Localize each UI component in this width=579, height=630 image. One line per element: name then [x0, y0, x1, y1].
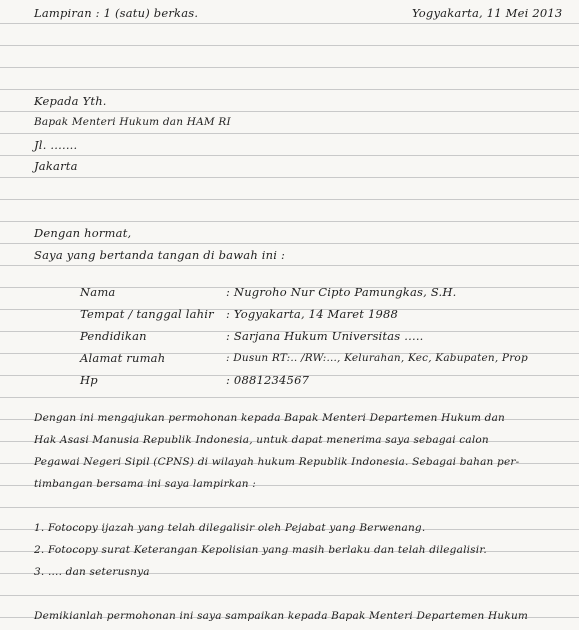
identity-value-birth: : Yogyakarta, 14 Maret 1988 [226, 307, 399, 321]
addressee-to: Kepada Yth. [34, 94, 107, 108]
identity-label-birth: Tempat / tanggal lahir [80, 307, 214, 321]
identity-label-education: Pendidikan [80, 329, 147, 343]
identity-label-address: Alamat rumah [80, 351, 166, 365]
greeting: Dengan hormat, [34, 226, 132, 240]
identity-value-name: : Nugroho Nur Cipto Pamungkas, S.H. [226, 285, 457, 299]
attachment-item-3: 3. .... dan seterusnya [34, 566, 150, 578]
identity-label-name: Nama [80, 285, 116, 299]
identity-value-education: : Sarjana Hukum Universitas ..... [226, 329, 424, 343]
body-line-4: timbangan bersama ini saya lampirkan : [34, 478, 257, 490]
identity-value-address: : Dusun RT:.. /RW:..., Kelurahan, Kec, Kabupaten, Prop [226, 352, 528, 364]
addressee-city: Jakarta [34, 159, 78, 173]
body-line-2: Hak Asasi Manusia Republik Indonesia, untuk dapat menerima saya sebagai calon [34, 434, 489, 446]
addressee-name: Bapak Menteri Hukum dan HAM RI [34, 116, 231, 128]
attachment-item-2: 2. Fotocopy surat Keterangan Kepolisian yang masih berlaku dan telah dilegalisir. [34, 544, 487, 556]
body-line-3: Pegawai Negeri Sipil (CPNS) di wilayah hukum Republik Indonesia. Sebagai bahan per- [34, 456, 520, 468]
closing-line: Demikianlah permohonan ini saya sampaikan kepada Bapak Menteri Departemen Hukum [34, 610, 529, 622]
body-line-1: Dengan ini mengajukan permohonan kepada Bapak Menteri Departemen Hukum dan [34, 412, 506, 424]
intro-sentence: Saya yang bertanda tangan di bawah ini : [34, 248, 286, 262]
addressee-street: Jl. ....... [34, 138, 78, 152]
attachment-count: Lampiran : 1 (satu) berkas. [34, 6, 199, 20]
place-date: Yogyakarta, 11 Mei 2013 [412, 6, 563, 20]
identity-value-phone: : 0881234567 [226, 373, 310, 387]
identity-label-phone: Hp [80, 373, 98, 387]
attachment-item-1: 1. Fotocopy ijazah yang telah dilegalisir oleh Pejabat yang Berwenang. [34, 522, 426, 534]
